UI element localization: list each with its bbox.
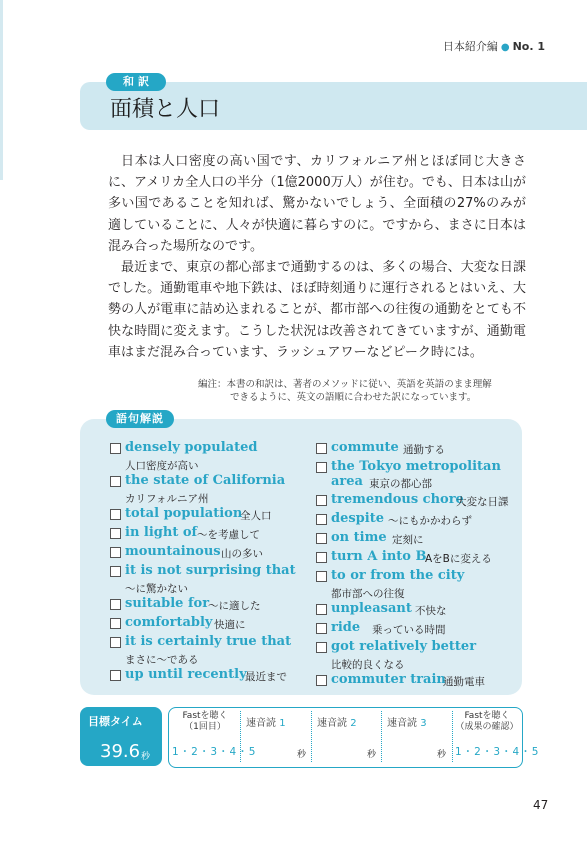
vocab-meaning: 定刻に xyxy=(392,534,424,546)
vocab-meaning: 通勤する xyxy=(403,444,445,456)
checkbox-icon[interactable] xyxy=(110,637,121,648)
speed-read-1-unit[interactable]: 秒 xyxy=(297,750,307,760)
running-header xyxy=(400,38,545,54)
vocab-meaning: カリフォルニア州 xyxy=(125,493,209,505)
page-title: 面積と人口 xyxy=(110,97,221,122)
checkbox-icon[interactable] xyxy=(316,642,327,653)
caption-line: （成果の確認） xyxy=(455,722,519,732)
target-time-label: 目標タイム xyxy=(88,715,143,728)
vocab-meaning: 都市部への往復 xyxy=(331,588,405,600)
vocab-meaning: 比較的良くなる xyxy=(331,659,405,671)
speed-read-3-unit[interactable]: 秒 xyxy=(437,750,447,760)
checkbox-icon[interactable] xyxy=(110,547,121,558)
vocabulary-tag: 語句解説 xyxy=(106,410,174,428)
vocab-term: got relatively better xyxy=(331,639,477,654)
caption-num: 3 xyxy=(420,718,427,729)
checkbox-icon[interactable] xyxy=(110,476,121,487)
vocab-meaning: まさに～である xyxy=(125,654,199,666)
cell-divider xyxy=(381,711,382,762)
checkbox-icon[interactable] xyxy=(110,443,121,454)
vocab-meaning: ～に適した xyxy=(208,600,261,612)
vocab-term: ride xyxy=(331,620,361,635)
vocab-term: commuter train xyxy=(331,672,446,687)
target-time-value: 39.6 xyxy=(100,741,141,762)
checkbox-icon[interactable] xyxy=(316,514,327,525)
vocab-term: comfortably xyxy=(125,615,213,630)
vocab-term: tremendous chore xyxy=(331,492,464,507)
vocab-meaning: 山の多い xyxy=(221,548,263,560)
vocab-term: unpleasant xyxy=(331,601,412,616)
checkbox-icon[interactable] xyxy=(316,623,327,634)
checkbox-icon[interactable] xyxy=(110,566,121,577)
checkbox-icon[interactable] xyxy=(110,599,121,610)
vocab-meaning: AをBに変える xyxy=(425,553,492,565)
vocab-term: commute xyxy=(331,440,399,455)
page-number: 47 xyxy=(533,798,549,812)
vocab-term: it is not surprising that xyxy=(125,563,296,578)
checkbox-icon[interactable] xyxy=(110,618,121,629)
cell-divider xyxy=(452,711,453,762)
checkbox-icon[interactable] xyxy=(316,571,327,582)
vocab-term: densely populated xyxy=(125,440,258,455)
vocab-term: mountainous xyxy=(125,544,221,559)
speed-read-3-caption xyxy=(387,714,427,729)
caption-num: 1 xyxy=(279,718,286,729)
caption-line: （1回目） xyxy=(184,722,226,732)
speed-read-2-unit[interactable]: 秒 xyxy=(367,750,377,760)
title-tag: 和訳 xyxy=(106,73,166,91)
checkbox-icon[interactable] xyxy=(110,528,121,539)
paragraph: 最近まで、東京の都心部まで通勤するのは、多くの場合、大変な日課でした。通勤電車や地下鉄は、ほぼ時刻通りに運行されるとはいえ、大勢の人が電車に詰め込まれることが、都市部への往復の通勤をとても不快な時間に変えます。こうした状況は改善されてきていますが、通勤電車はまだ混み合っています、ラッシュアワーなどピーク時には。 xyxy=(108,260,526,360)
vocab-meaning: 人口密度が高い xyxy=(125,460,199,472)
vocab-meaning: 快適に xyxy=(214,619,246,631)
vocab-meaning: 不快な xyxy=(415,605,447,617)
vocab-meaning: 通勤電車 xyxy=(443,676,485,688)
vocab-meaning: 大変な日課 xyxy=(456,496,509,508)
vocab-term: on time xyxy=(331,530,387,545)
fast-first-scale[interactable]: 1・2・3・4・5 xyxy=(172,746,257,758)
vocab-term: it is certainly true that xyxy=(125,634,292,649)
editor-note xyxy=(198,378,528,404)
target-time-unit: 秒 xyxy=(141,752,151,762)
cell-divider xyxy=(311,711,312,762)
checkbox-icon[interactable] xyxy=(316,604,327,615)
caption-label: 速音読 xyxy=(317,718,347,729)
caption-label: 速音読 xyxy=(387,718,417,729)
cell-divider xyxy=(240,711,241,762)
header-number: No. 1 xyxy=(512,40,545,53)
vocab-meaning: 最近まで xyxy=(245,671,287,683)
note-line: 編注：本書の和訳は、著者のメソッドに従い、英語を英語のまま理解 xyxy=(198,379,492,390)
paragraph: 日本は人口密度の高い国です、カリフォルニア州とほぼ同じ大きさに、アメリカ全人口の半分（1億2000万人）が住む。でも、日本は山が多い国であることを知れば、驚かないでしょう、全面積の27%のみが適していることに、人々が快適に暮らすのに。ですから、まさに日本は混み合った場所なのです。 xyxy=(108,154,526,254)
vocab-term: suitable for xyxy=(125,596,210,611)
checkbox-icon[interactable] xyxy=(316,495,327,506)
note-line: できるように、英文の語順に合わせた訳になっています。 xyxy=(230,392,477,403)
vocab-term: up until recently xyxy=(125,667,247,682)
caption-num: 2 xyxy=(350,718,357,729)
vocab-term: the state of California xyxy=(125,473,286,488)
checkbox-icon[interactable] xyxy=(110,509,121,520)
vocab-meaning: 東京の都心部 xyxy=(369,478,432,490)
fast-last-scale[interactable]: 1・2・3・4・5 xyxy=(455,746,540,758)
vocab-meaning: 乗っている時間 xyxy=(372,624,446,636)
vocab-meaning: ～にもかかわらず xyxy=(388,515,472,527)
checkbox-icon[interactable] xyxy=(316,552,327,563)
checkbox-icon[interactable] xyxy=(316,533,327,544)
caption-label: 速音読 xyxy=(246,718,276,729)
checkbox-icon[interactable] xyxy=(110,670,121,681)
vocab-term: in light of xyxy=(125,525,198,540)
vocab-term: the Tokyo metropolitan xyxy=(331,459,501,474)
vocab-meaning: 全人口 xyxy=(240,510,272,522)
vocab-term: despite xyxy=(331,511,384,526)
checkbox-icon[interactable] xyxy=(316,462,327,473)
checkbox-icon[interactable] xyxy=(316,443,327,454)
vocab-term: total population xyxy=(125,506,243,521)
vocab-term: turn A into B xyxy=(331,549,427,564)
page-edge-line xyxy=(0,0,3,180)
vocab-meaning: ～を考慮して xyxy=(197,529,260,541)
fast-last-caption xyxy=(454,711,520,733)
translation-body xyxy=(108,151,526,363)
caption-line: Fastを聴く xyxy=(464,711,510,721)
bullet-dot-icon: ● xyxy=(500,42,510,53)
checkbox-icon[interactable] xyxy=(316,675,327,686)
speed-read-2-caption xyxy=(317,714,357,729)
caption-line: Fastを聴く xyxy=(182,711,228,721)
speed-read-1-caption xyxy=(246,714,286,729)
vocab-term-cont: area xyxy=(331,474,363,489)
fast-first-caption xyxy=(172,711,238,733)
vocab-term: to or from the city xyxy=(331,568,465,583)
header-section: 日本紹介編 xyxy=(442,40,498,53)
vocab-meaning: ～に驚かない xyxy=(125,583,188,595)
